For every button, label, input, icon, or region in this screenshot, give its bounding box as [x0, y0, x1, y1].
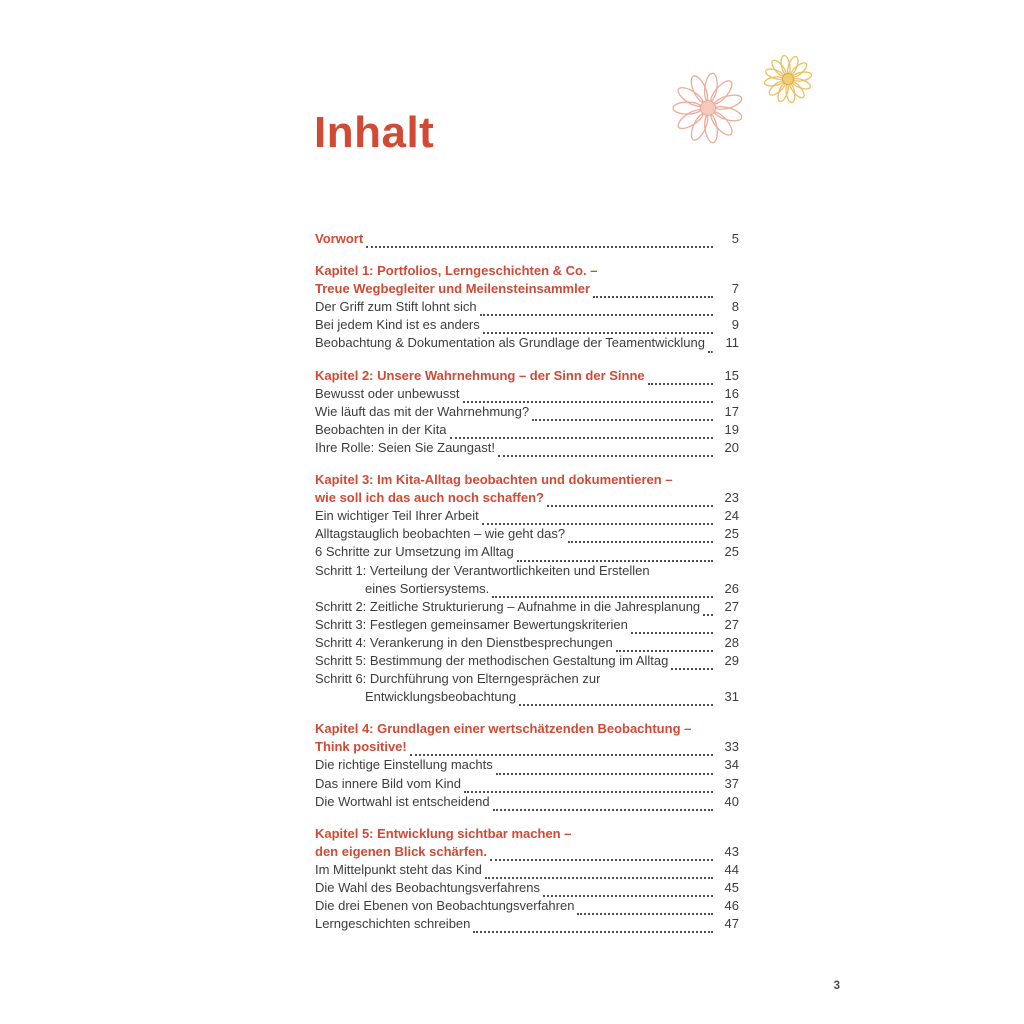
toc-entry: [315, 720, 739, 756]
toc-entry: [315, 562, 739, 598]
toc-dot-leader: [480, 310, 713, 317]
toc-dot-leader: [648, 378, 713, 385]
toc-entry-line: [315, 915, 739, 933]
toc-dot-leader: [532, 414, 713, 421]
toc-page-number: 16: [724, 385, 739, 401]
toc-page-number: 31: [724, 689, 739, 705]
toc-entry-text: Das innere Bild vom Kind: [315, 775, 461, 791]
toc-entry: [315, 897, 739, 915]
toc-entry-line: [315, 543, 739, 561]
toc-entry: [315, 298, 739, 316]
toc-entry-text: den eigenen Blick schärfen.: [315, 843, 487, 859]
toc-entry: [315, 670, 739, 706]
toc-entry-line: [315, 316, 739, 334]
toc-entry-line: [315, 367, 739, 385]
toc-entry-text: Die richtige Einstellung machts: [315, 757, 493, 773]
toc-entry-text: eines Sortiersystems.: [365, 580, 490, 596]
toc-page-number: 43: [724, 843, 739, 859]
daisy-petals: [759, 50, 817, 108]
toc-entry-line: [315, 843, 739, 861]
toc-page-number: 27: [724, 616, 739, 632]
toc-page-number: 24: [724, 508, 739, 524]
toc-entry-text: Schritt 4: Verankerung in den Dienstbesprechungen: [315, 634, 613, 650]
daisy-petals: [668, 68, 748, 147]
toc-entry-text: Die Wahl des Beobachtungsverfahrens: [315, 880, 540, 895]
toc-entry-line: [315, 403, 739, 421]
toc-page-number: 25: [724, 544, 739, 560]
toc-entry-text: Bewusst oder unbewusst: [315, 385, 460, 401]
toc-entry-line: [315, 720, 739, 738]
toc-entry-line: [315, 230, 739, 248]
toc-dot-leader: [496, 768, 713, 775]
toc-entry: [315, 385, 739, 403]
toc-entry-text: Treue Wegbegleiter und Meilensteinsammler: [315, 281, 591, 297]
toc-entry: [315, 334, 739, 352]
page-folio-number: 3: [833, 980, 840, 992]
toc-page-number: 33: [724, 739, 739, 755]
toc-entry-line: [315, 670, 739, 688]
toc-entry-text: Beobachtung & Dokumentation als Grundlage der Teamentwicklung: [315, 335, 705, 351]
toc-entry-text: Beobachten in der Kita: [315, 421, 447, 437]
toc-entry-text: Bei jedem Kind ist es anders: [315, 317, 480, 333]
toc-dot-leader: [366, 242, 713, 249]
toc-entry-line: [315, 879, 739, 897]
toc-page-number: 9: [731, 317, 739, 333]
toc-entry-line: [315, 562, 739, 580]
toc-dot-leader: [490, 854, 713, 861]
toc-entry: [315, 403, 739, 421]
toc-entry: [315, 756, 739, 774]
toc-entry: [315, 616, 739, 634]
toc-entry-line: [315, 525, 739, 543]
toc-entry-text: Entwicklungsbeobachtung: [365, 689, 517, 705]
toc-entry-line: [315, 756, 739, 774]
toc-dot-leader: [464, 786, 713, 793]
toc-entry-text: 6 Schritte zur Umsetzung im Alltag: [315, 544, 514, 560]
toc-entry-line: [315, 688, 739, 706]
toc-entry: [315, 543, 739, 561]
toc-page-number: 15: [724, 367, 739, 383]
toc-entry-text: Schritt 2: Zeitliche Strukturierung – Aufnahme in die Jahresplanung: [315, 598, 701, 614]
toc-entry: [315, 879, 739, 897]
toc-entry-text: Die drei Ebenen von Beobachtungsverfahren: [315, 898, 575, 914]
toc-entry: [315, 598, 739, 616]
page-title: Inhalt: [314, 108, 435, 157]
toc-entry-line: [315, 334, 739, 352]
toc-entry: [315, 316, 739, 334]
toc-page-number: 19: [724, 421, 739, 437]
toc-page-number: 44: [724, 861, 739, 877]
toc-entry-line: [315, 280, 739, 298]
toc-entry-line: [315, 861, 739, 879]
toc-entry: [315, 507, 739, 525]
toc-entry-text: Wie läuft das mit der Wahrnehmung?: [315, 403, 530, 419]
toc-entry: [315, 793, 739, 811]
toc-entry-text: Der Griff zum Stift lohnt sich: [315, 299, 477, 315]
toc-page-number: 37: [724, 775, 739, 791]
toc-page-number: 20: [724, 439, 739, 455]
toc-entry-line: [315, 507, 739, 525]
toc-page-number: 29: [724, 652, 739, 668]
toc-dot-leader: [577, 909, 713, 916]
toc-entry-text: Kapitel 2: Unsere Wahrnehmung – der Sinn der Sinne: [315, 367, 645, 383]
toc-entry-line: [315, 421, 739, 439]
toc-list: [315, 230, 739, 933]
toc-entry-text: Think positive!: [315, 739, 407, 755]
toc-entry-text: Kapitel 3: Im Kita-Alltag beobachten und dokumentieren –: [315, 472, 673, 488]
toc-entry: [315, 915, 739, 933]
toc-entry-line: [315, 825, 739, 843]
toc-page-number: 27: [724, 598, 739, 614]
toc-entry-line: [315, 385, 739, 403]
toc-entry: [315, 439, 739, 457]
toc-page-number: 46: [724, 898, 739, 914]
daisy-flower-icon-pink: [664, 64, 752, 152]
toc-dot-leader: [671, 664, 713, 671]
toc-entry-text: Die Wortwahl ist entscheidend: [315, 793, 490, 809]
toc-entry-text: Schritt 3: Festlegen gemeinsamer Bewertungskriterien: [315, 616, 628, 632]
toc-entry: [315, 652, 739, 670]
toc-entry-text: wie soll ich das auch noch schaffen?: [315, 490, 544, 506]
toc-page-number: 45: [724, 880, 739, 895]
toc-entry: [315, 825, 739, 861]
toc-page-number: 26: [724, 580, 739, 596]
toc-entry-text: Ihre Rolle: Seien Sie Zaungast!: [315, 439, 495, 455]
toc-entry: [315, 775, 739, 793]
toc-dot-leader: [593, 292, 713, 299]
toc-entry-line: [315, 262, 739, 280]
toc-entry-line: [315, 598, 739, 616]
toc-page-number: 5: [731, 231, 739, 246]
toc-dot-leader: [631, 627, 713, 634]
toc-page-number: 25: [724, 526, 739, 542]
toc-entry-line: [315, 738, 739, 756]
toc-entry-line: [315, 616, 739, 634]
toc-entry-line: [315, 439, 739, 457]
toc-entry-text: Vorwort: [315, 231, 364, 246]
toc-entry-text: Schritt 1: Verteilung der Verantwortlichkeiten und Erstellen: [315, 562, 650, 578]
daisy-flower-icon-yellow: [759, 50, 817, 108]
toc-entry-text: Im Mittelpunkt steht das Kind: [315, 861, 482, 877]
toc-page-number: 47: [724, 916, 739, 932]
toc-entry-line: [315, 580, 739, 598]
toc-entry-text: Alltagstauglich beobachten – wie geht das?: [315, 526, 566, 542]
toc-dot-leader: [498, 451, 713, 458]
toc-dot-leader: [568, 537, 713, 544]
toc-page-number: 28: [724, 634, 739, 650]
toc-entry: [315, 525, 739, 543]
toc-entry-line: [315, 471, 739, 489]
toc-page-number: 7: [731, 281, 739, 297]
toc-page-number: 17: [724, 403, 739, 419]
toc-dot-leader: [519, 700, 713, 707]
toc-entry-line: [315, 652, 739, 670]
toc-entry-text: Kapitel 4: Grundlagen einer wertschätzenden Beobachtung –: [315, 721, 692, 737]
toc-page-number: 40: [724, 793, 739, 809]
toc-page-number: 23: [724, 490, 739, 506]
toc-page-number: 11: [725, 335, 739, 351]
toc-dot-leader: [493, 804, 713, 811]
toc-entry-line: [315, 489, 739, 507]
toc-entry-line: [315, 634, 739, 652]
toc-entry-text: Lerngeschichten schreiben: [315, 916, 471, 932]
toc-entry-text: Ein wichtiger Teil Ihrer Arbeit: [315, 508, 479, 524]
toc-entry: [315, 861, 739, 879]
toc-entry: [315, 634, 739, 652]
toc-page-number: 34: [724, 757, 739, 773]
toc-dot-leader: [708, 346, 713, 353]
toc-entry: [315, 230, 739, 248]
toc-entry-line: [315, 793, 739, 811]
toc-dot-leader: [547, 501, 713, 508]
toc-entry: [315, 262, 739, 298]
toc-entry-text: Schritt 6: Durchführung von Elterngesprächen zur: [315, 671, 601, 687]
toc-dot-leader: [703, 609, 713, 616]
toc-entry: [315, 471, 739, 507]
toc-entry: [315, 421, 739, 439]
toc-entry-line: [315, 897, 739, 915]
toc-entry-text: Schritt 5: Bestimmung der methodischen Gestaltung im Alltag: [315, 652, 669, 668]
toc-entry-line: [315, 298, 739, 316]
toc-dot-leader: [473, 927, 713, 934]
toc-entry-text: Kapitel 5: Entwicklung sichtbar machen –: [315, 825, 572, 841]
toc-entry-line: [315, 775, 739, 793]
toc-entry: [315, 367, 739, 385]
toc-page-number: 8: [731, 299, 739, 315]
toc-entry-text: Kapitel 1: Portfolios, Lerngeschichten & Co. –: [315, 263, 598, 279]
